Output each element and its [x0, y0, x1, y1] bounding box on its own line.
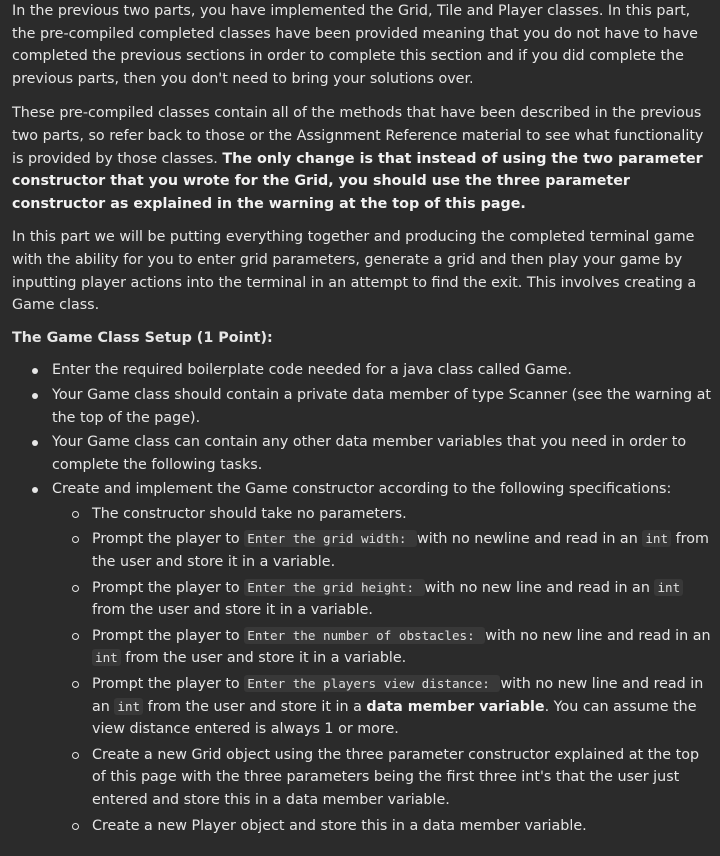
spec-text: Prompt the player to: [92, 579, 245, 596]
spec-text: from the user and store it in a variable.: [92, 531, 709, 571]
intro-paragraph-2-text: These pre-compiled classes contain all of the methods that have been described in the previous two parts, so refer back to those or the Assignment Reference material to see what functionality is provided by those classes.: [12, 105, 704, 167]
inline-code: int: [92, 649, 121, 666]
inline-code: int: [654, 579, 683, 596]
spec-text: from the user and store it in a variable.: [92, 602, 373, 619]
spec-text: Prompt the player to: [92, 531, 245, 548]
spec-create-grid: Create a new Grid object using the three parameter constructor explained at the top of this page with the three parameters being the first three int's that the user just entered and store this in a data member variable.: [92, 744, 712, 812]
inline-code: int: [114, 698, 143, 715]
spec-text: from the user and store it in a: [143, 698, 367, 715]
task-item-constructor-label: Create and implement the Game constructor according to the following specifications:: [52, 481, 672, 498]
spec-text: with no new line and read in an: [485, 627, 711, 644]
inline-code: Enter the grid width:: [244, 530, 417, 547]
task-list: [12, 359, 712, 837]
assignment-content: [12, 0, 712, 840]
spec-text: from the user and store it in a variable.: [120, 650, 407, 667]
intro-paragraph-2-bold: The only change is that instead of using the two parameter constructor that you wrote for the Grid, you should use the three parameter constructor as explained in the warning at the top of this page.: [12, 150, 703, 212]
task-item-boilerplate: Enter the required boilerplate code needed for a java class called Game.: [52, 359, 712, 382]
spec-no-parameters: The constructor should take no parameters.: [92, 503, 712, 526]
spec-create-player: Create a new Player object and store this in a data member variable.: [92, 815, 712, 838]
constructor-spec-list: [52, 503, 712, 837]
intro-paragraph-2: [12, 102, 712, 215]
spec-grid-height: [92, 577, 712, 622]
task-item-data-members: Your Game class can contain any other data member variables that you need in order to complete the following tasks.: [52, 431, 712, 476]
spec-text: Prompt the player to: [92, 627, 245, 644]
inline-code: int: [642, 530, 671, 547]
inline-code: Enter the number of obstacles:: [244, 627, 485, 644]
spec-text: . You can assume the view distance entered is always 1 or more.: [92, 698, 697, 738]
spec-text: with no new line and read in an: [424, 579, 655, 596]
inline-code: Enter the players view distance:: [244, 675, 500, 692]
spec-grid-width: [92, 528, 712, 573]
spec-view-distance: [92, 673, 712, 741]
spec-text: Prompt the player to: [92, 676, 245, 693]
section-heading: The Game Class Setup (1 Point):: [12, 329, 273, 346]
intro-paragraph-1: In the previous two parts, you have implemented the Grid, Tile and Player classes. In this part, the pre-compiled completed classes have been provided meaning that you do not have to have completed the previous sections in order to complete this section and if you did complete the previous parts, then you don't need to bring your solutions over.: [12, 3, 698, 87]
spec-text: with no newline and read in an: [417, 531, 643, 548]
task-item-scanner: Your Game class should contain a private data member of type Scanner (see the warning at the top of the page).: [52, 384, 712, 429]
spec-text: with no new line and read in an: [92, 676, 704, 715]
intro-paragraph-3: In this part we will be putting everything together and producing the completed terminal game with the ability for you to enter grid parameters, generate a grid and then play your game by inputting player actions into the terminal in an attempt to find the exit. This involves creating a Game class.: [12, 229, 697, 314]
inline-code: Enter the grid height:: [244, 579, 424, 596]
spec-obstacles: [92, 625, 712, 670]
spec-bold: data member variable: [366, 698, 545, 715]
task-item-constructor: [52, 478, 712, 837]
